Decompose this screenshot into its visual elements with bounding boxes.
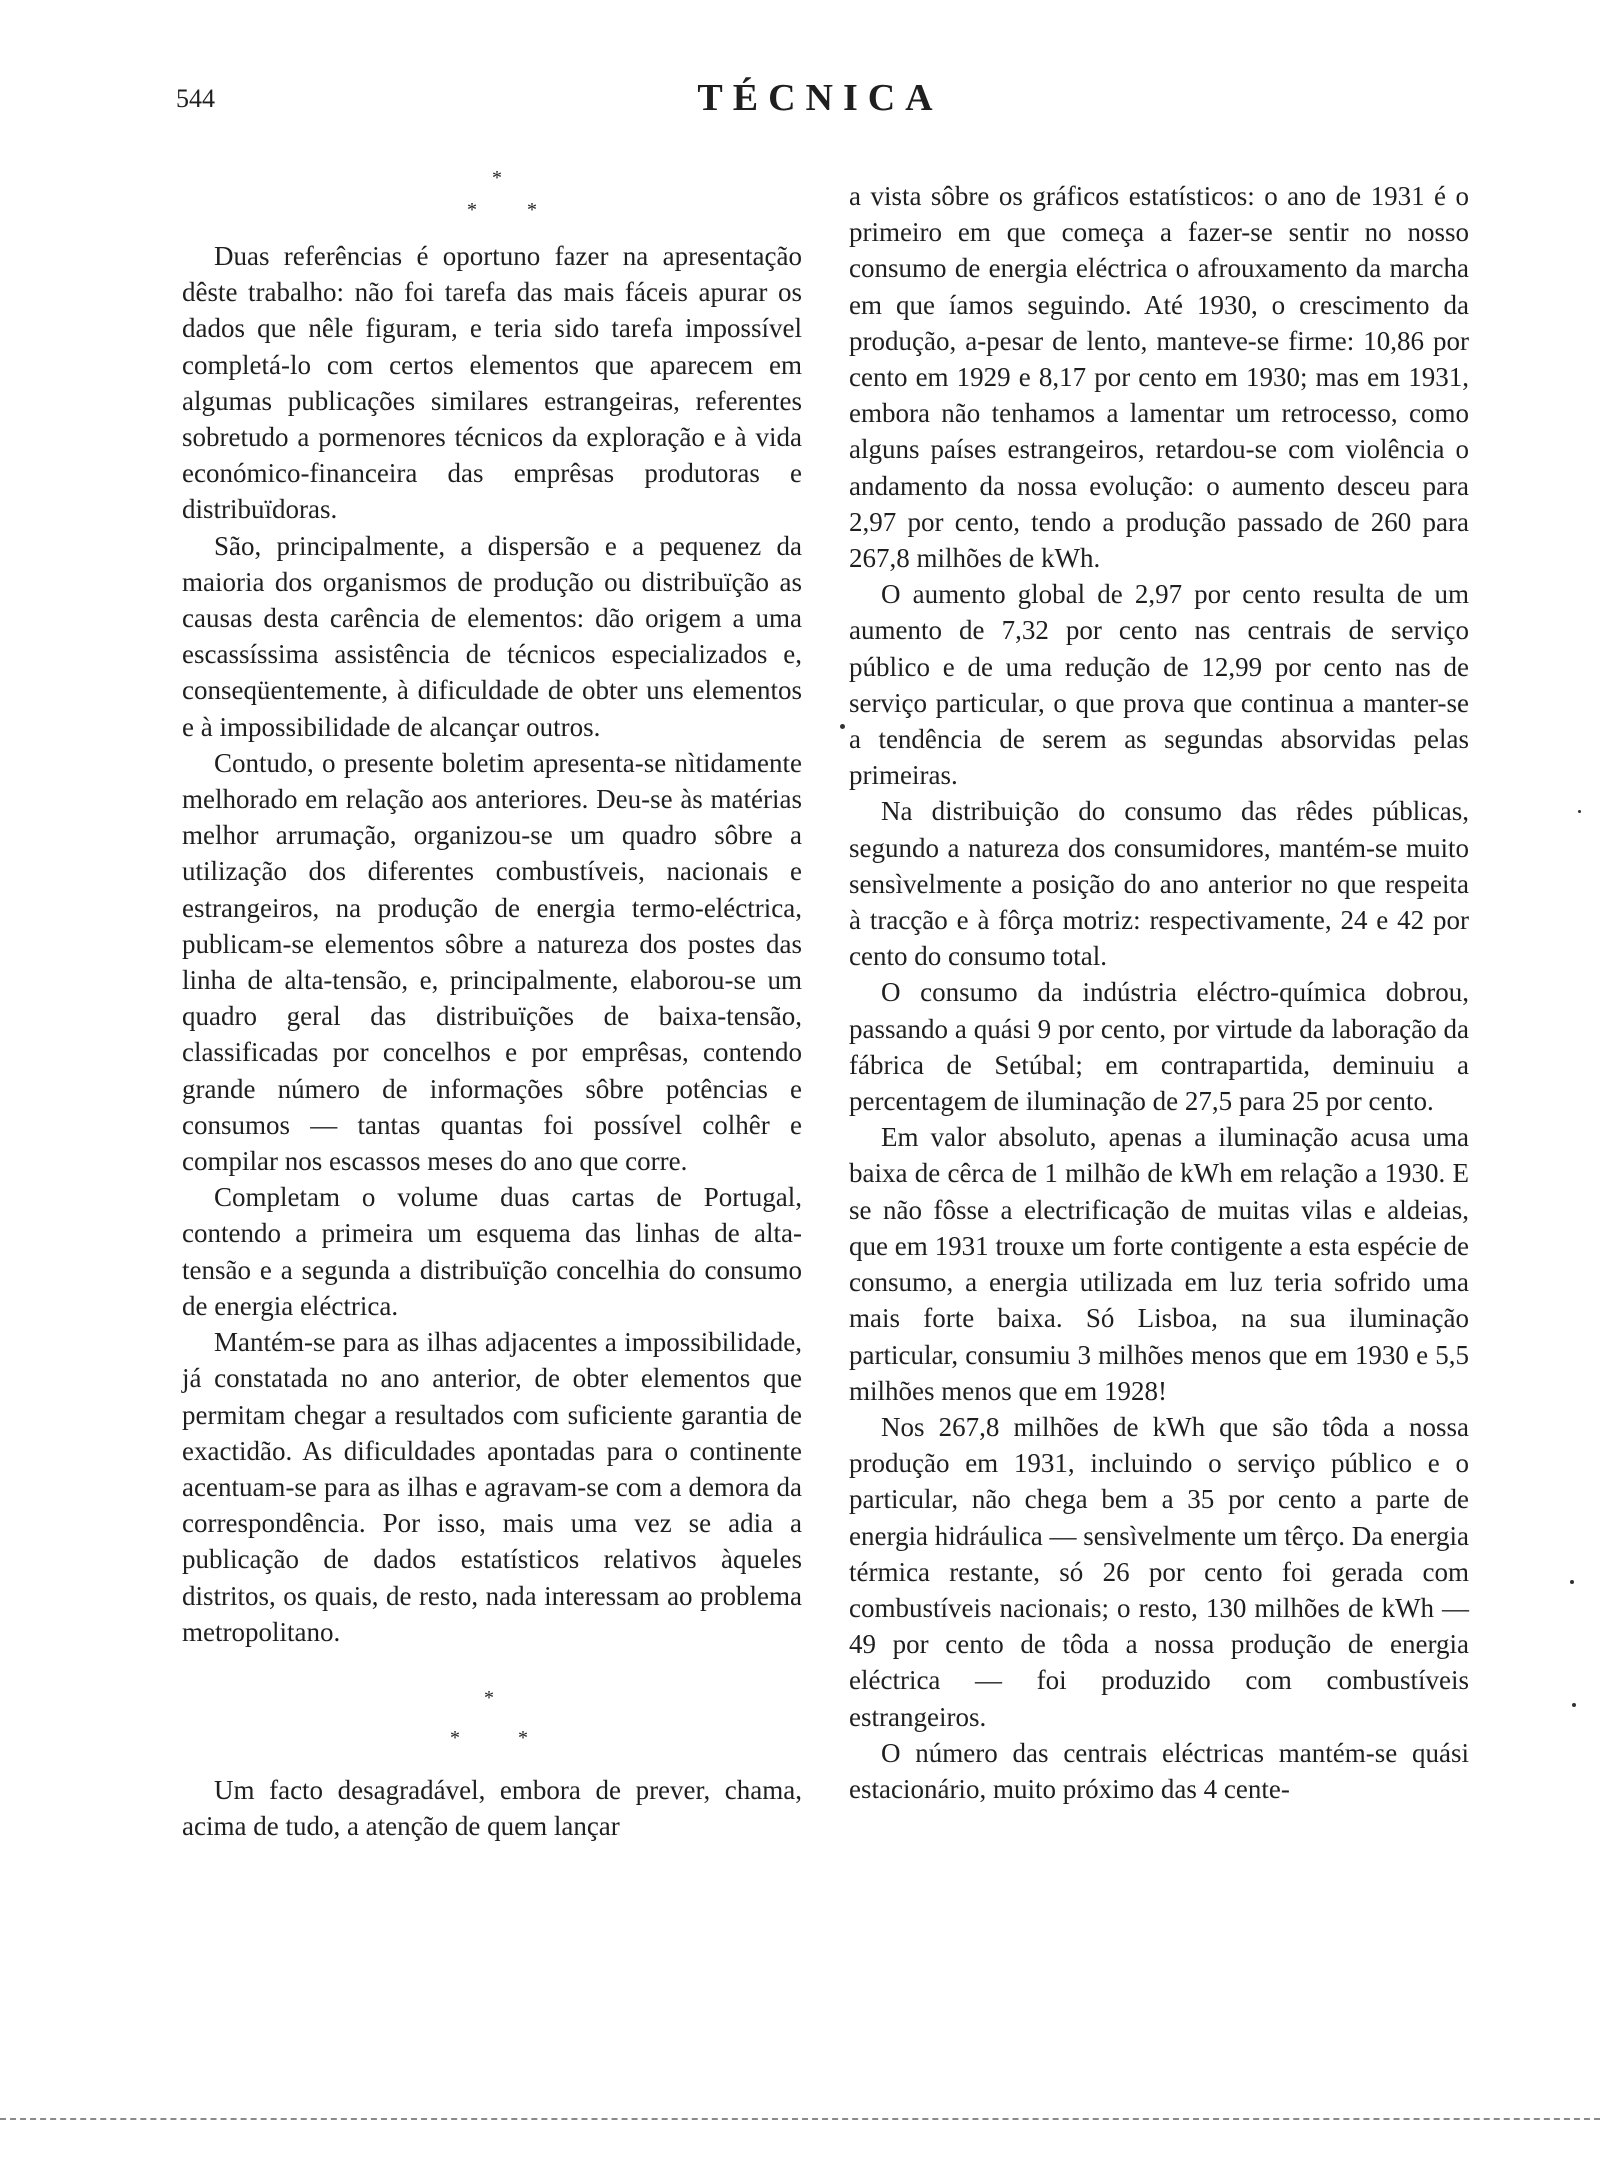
paragraph: Duas referências é oportuno fazer na apresentação dêste trabalho: não foi tarefa das mais fáceis apurar os dados que nêle figuram, e teria sido tarefa impossível completá-lo com certos elementos que aparecem em algumas publicações similares estrangeiras, referentes sobretudo a pormenores técnicos da exploração e à vida económico-financeira das emprêsas produtoras e distribuïdoras. [182,241,802,525]
paragraph: O número das centrais eléctricas mantém-se quási estacionário, muito próximo das 4 cente- [849,1737,1469,1804]
paragraph: Na distribuição do consumo das rêdes públicas, segundo a natureza dos consumidores, mantém-se muito sensìvelmente a posição do ano anterior no que respeita à tracção e à fôrça motriz: respectivamente, 24 e 42 por cento do consumo total. [849,796,1469,972]
ink-speck [840,724,845,729]
asterisk: * [467,199,477,221]
paragraph-continuation: a vista sôbre os gráficos estatísticos: o ano de 1931 é o primeiro em que começa a fazer-se sentir no nosso consumo de energia eléctrica o afrouxamento da marcha em que íamos seguindo. Até 1930, o crescimento da produção, a-pesar de lento, manteve-se firme: 10,86 por cento em 1929 e 8,17 por cento em 1930; mas em 1931, embora não tenhamos a lamentar um retrocesso, como alguns países estrangeiros, retardou-se com violência o andamento da nossa evolução: o aumento desceu para 2,97 por cento, tendo a produção passado de 260 para 267,8 milhões de kWh. [849,181,1469,574]
page-number: 544 [176,84,215,113]
bottom-edge-rule [0,2118,1600,2120]
paragraph: Contudo, o presente boletim apresenta-se nìtidamente melhorado em relação aos anteriores. Deu-se às matérias melhor arrumação, organizou-se um quadro sôbre a utilização dos diferentes combustíveis, nacionais e estrangeiros, na produção de energia termo-eléctrica, publicam-se elementos sôbre a natureza dos postes das linha de alta-tensão, e, principalmente, elaborou-se um quadro geral das distribuïções de baixa-tensão, classificadas por concelhos e por emprêsas, contendo grande número de informações sôbre potências e consumos — tantas quantas foi possível colhêr e compilar nos escassos meses do ano que corre. [182,747,802,1177]
paragraph: O aumento global de 2,97 por cento resulta de um aumento de 7,32 por cento nas centrais de serviço público e de uma redução de 12,99 por cento nas de serviço particular, o que prova que continua a manter-se a tendência de serem as segundas absorvidas pelas primeiras. [849,579,1469,791]
paragraph: Em valor absoluto, apenas a iluminação acusa uma baixa de cêrca de 1 milhão de kWh em relação a 1930. E se não fôsse a electrificação de muitas vilas e aldeias, que em 1931 trouxe um forte contigente a esta espécie de consumo, a energia utilizada em luz teria sofrido uma mais forte baixa. Só Lisboa, na sua iluminação particular, consumiu 3 milhões menos que em 1930 e 5,5 milhões menos que em 1928! [849,1122,1469,1406]
ink-speck [1572,1703,1576,1707]
ink-speck [1570,1580,1574,1584]
paragraph: Completam o volume duas cartas de Portugal, contendo a primeira um esquema das linhas de alta-tensão e a segunda a distribuïção concelhia do consumo de energia eléctrica. [182,1182,802,1321]
paragraph: São, principalmente, a dispersão e a pequenez da maioria dos organismos de produção ou distribuïção as causas desta carência de elementos: dão origem a uma escassíssima assistência de técnicos especializados e, conseqüentemente, à dificuldade de obter uns elementos e à impossibilidade de alcançar outros. [182,530,802,742]
paragraph: Nos 267,8 milhões de kWh que são tôda a nossa produção em 1931, incluindo o serviço público e o particular, não chega bem a 35 por cento a parte de energia hidráulica — sensìvelmente um têrço. Da energia térmica restante, só 26 por cento foi gerada com combustíveis nacionais; o resto, 130 milhões de kWh — 49 por cento de tôda a nossa produção de energia eléctrica — foi produzido com combustíveis estrangeiros. [849,1411,1469,1732]
section-separator-mid [182,1668,802,1768]
section-separator-top [182,160,802,236]
asterisk: * [484,1686,494,1709]
ink-speck [1578,810,1581,813]
asterisk: * [450,1726,460,1749]
asterisk: * [492,167,502,189]
paragraph: O consumo da indústria eléctro-química dobrou, passando a quási 9 por cento, por virtude da laboração da fábrica de Setúbal; em contrapartida, deminuiu a percentagem de iluminação de 27,5 para 25 por cento. [849,977,1469,1117]
asterisk: * [518,1726,528,1749]
running-title: TÉCNICA [697,77,943,119]
left-column [182,167,802,1844]
paragraph: Um facto desagradável, embora de prever, chama, acima de tudo, a atenção de quem lançar [182,1774,802,1842]
asterisk: * [527,199,537,221]
paragraph: Mantém-se para as ilhas adjacentes a impossibilidade, já constatada no ano anterior, de obter elementos que permitam chegar a resultados com suficiente garantia de exactidão. As dificuldades apontadas para o continente acentuam-se para as ilhas e agravam-se com a demora da correspondência. Por isso, mais uma vez se adia a publicação de dados estatísticos relativos àqueles distritos, os quais, de resto, nada interessam ao problema metropolitano. [182,1327,802,1647]
right-column [849,178,1469,1807]
